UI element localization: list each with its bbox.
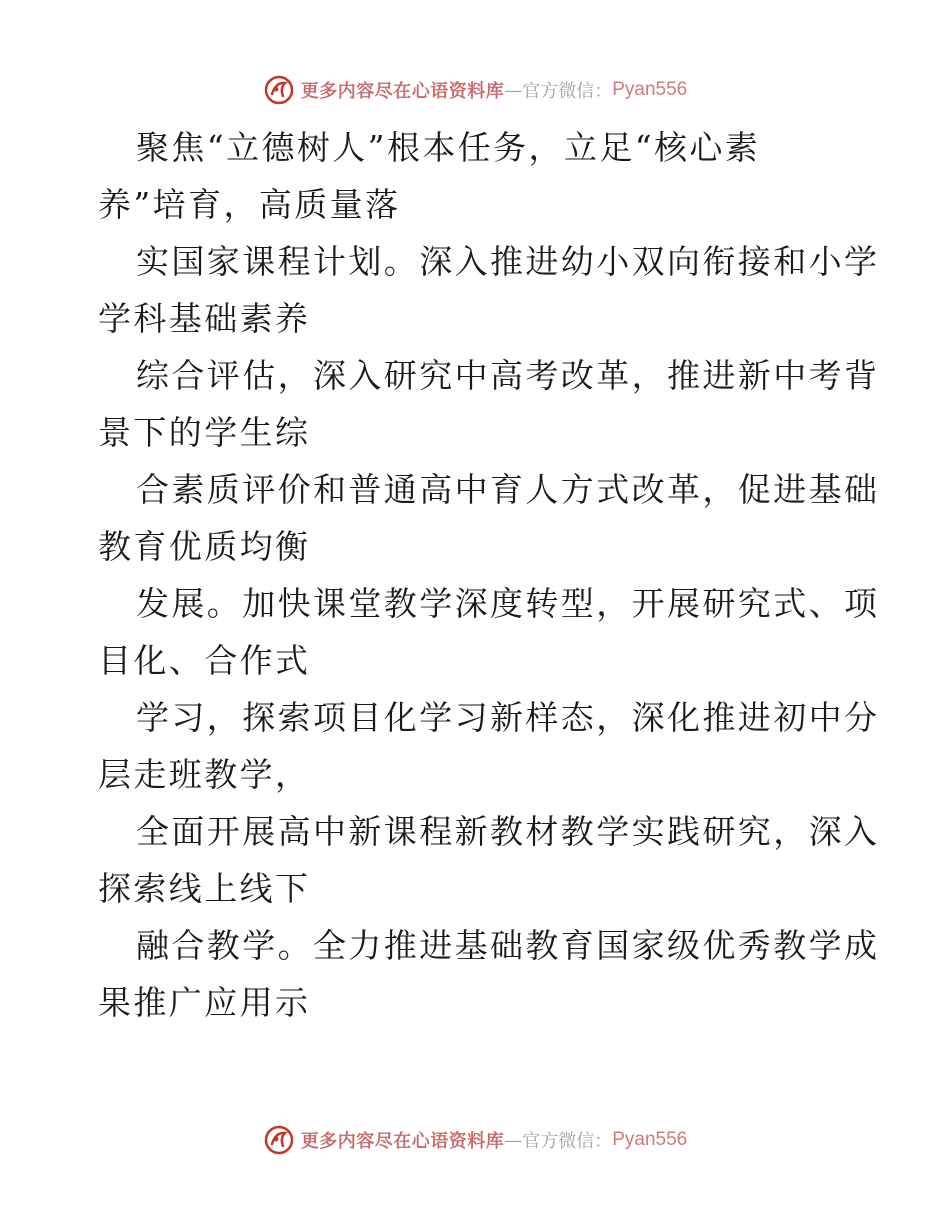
banner-separator: — xyxy=(504,79,523,101)
banner-separator: — xyxy=(504,1129,523,1151)
text-line: 合素质评价和普通高中育人方式改革，促进基础 xyxy=(136,470,880,509)
banner-wechat-label: 官方微信： xyxy=(522,81,613,102)
text-line: 全面开展高中新课程新教材教学实践研究，深入 xyxy=(136,812,880,851)
text-line: 目化、合作式 xyxy=(98,641,311,680)
text-line: 学习，探索项目化学习新样态，深化推进初中分 xyxy=(136,698,880,737)
footer-banner xyxy=(0,1120,950,1160)
banner-wechat-label: 官方微信： xyxy=(522,1131,613,1152)
banner-wechat-id: Pyan556 xyxy=(612,79,688,100)
seal-logo-icon xyxy=(263,1124,295,1156)
text-line: 学科基础素养 xyxy=(98,299,311,338)
text-line: 景下的学生综 xyxy=(98,413,311,452)
document-body xyxy=(98,126,880,1038)
text-line: 探索线上线下 xyxy=(98,869,311,908)
seal-logo-icon xyxy=(263,74,295,106)
text-line: 养”培育，高质量落 xyxy=(98,185,401,224)
text-line: 实国家课程计划。深入推进幼小双向衔接和小学 xyxy=(136,242,880,281)
banner-site-text: 更多内容尽在心语资料库 xyxy=(300,1131,505,1152)
text-line: 综合评估，深入研究中高考改革，推进新中考背 xyxy=(136,356,880,395)
text-line: 果推广应用示 xyxy=(98,983,311,1022)
text-line: 教育优质均衡 xyxy=(98,527,311,566)
text-line: 融合教学。全力推进基础教育国家级优秀教学成 xyxy=(136,926,880,965)
text-line: 发展。加快课堂教学深度转型，开展研究式、项 xyxy=(136,584,880,623)
banner-site-text: 更多内容尽在心语资料库 xyxy=(300,81,505,102)
banner-wechat-id: Pyan556 xyxy=(612,1129,688,1150)
header-banner xyxy=(0,70,950,110)
text-line: 聚焦“立德树人”根本任务，立足“核心素 xyxy=(136,128,761,167)
text-line: 层走班教学， xyxy=(98,755,311,794)
